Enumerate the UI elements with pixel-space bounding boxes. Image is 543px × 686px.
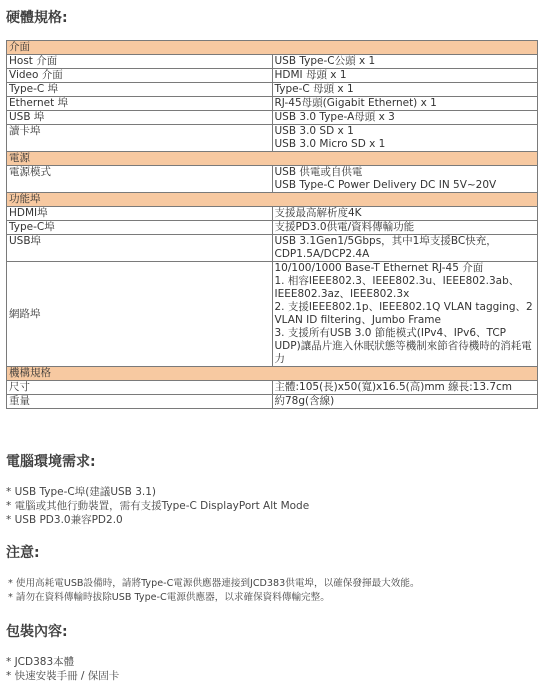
row-key: 電源模式 (7, 166, 273, 193)
row-key: Ethernet 埠 (7, 97, 273, 111)
row-value: 主體:105(長)x50(寬)x16.5(高)mm 線長:13.7cm (272, 381, 538, 395)
row-value: RJ-45母頭(Gigabit Ethernet) x 1 (272, 97, 538, 111)
section-mechanical (7, 367, 538, 381)
spec-heading: 硬體規格: (6, 10, 68, 26)
value-line: USB 3.0 Micro SD x 1 (274, 138, 386, 150)
env-heading: 電腦環境需求: (6, 454, 96, 470)
table-row (7, 262, 538, 367)
table-row (7, 221, 538, 235)
list-item: * 請勿在資料傳輸時拔除USB Type-C電源供應器，以求確保資料傳輸完整。 (8, 592, 330, 603)
value-line: USB 供電或自供電 (274, 166, 363, 178)
row-value: USB 3.1Gen1/5Gbps，其中1埠支援BC快充，CDP1.5A/DCP2.4A (272, 235, 538, 262)
row-value: HDMI 母頭 x 1 (272, 69, 538, 83)
row-key: 讀卡埠 (7, 125, 273, 152)
row-value: 支援最高解析度4K (272, 207, 538, 221)
value-line: 1. 相容IEEE802.3、IEEE802.3u、IEEE802.3ab、IEEE802.3az、IEEE802.3x (274, 275, 520, 300)
list-item: * 使用高耗電USB設備時，請將Type-C電源供應器連接到JCD383供電埠，以確保發揮最大效能。 (8, 578, 420, 589)
row-key: Host 介面 (7, 55, 273, 69)
section-title: 功能埠 (7, 193, 538, 207)
table-row (7, 381, 538, 395)
row-value (272, 125, 538, 152)
table-row (7, 69, 538, 83)
row-key: 網路埠 (7, 262, 273, 367)
note-heading: 注意: (6, 545, 40, 561)
table-row (7, 166, 538, 193)
list-item: * 電腦或其他行動裝置，需有支援Type-C DisplayPort Alt Mode (6, 500, 310, 512)
row-key: USB 埠 (7, 111, 273, 125)
table-row (7, 111, 538, 125)
table-row (7, 235, 538, 262)
row-value: USB Type-C公頭 x 1 (272, 55, 538, 69)
value-line: USB Type-C Power Delivery DC IN 5V~20V (274, 179, 497, 191)
row-key: Type-C埠 (7, 221, 273, 235)
list-item: * USB Type-C埠(建議USB 3.1) (6, 486, 156, 498)
row-value: USB 3.0 Type-A母頭 x 3 (272, 111, 538, 125)
table-row (7, 55, 538, 69)
package-list (6, 655, 119, 683)
row-key: Video 介面 (7, 69, 273, 83)
value-line: 3. 支援所有USB 3.0 節能模式(IPv4、IPv6、TCP UDP)讓晶片進入休眠狀態等機制來節省待機時的消耗電力 (274, 327, 532, 365)
section-title: 電源 (7, 152, 538, 166)
note-list (8, 577, 420, 605)
table-row (7, 83, 538, 97)
table-row (7, 125, 538, 152)
env-list (6, 485, 309, 527)
row-key: Type-C 埠 (7, 83, 273, 97)
row-key: USB埠 (7, 235, 273, 262)
row-value: 支援PD3.0供電/資料傳輸功能 (272, 221, 538, 235)
value-line: 10/100/1000 Base-T Ethernet RJ-45 介面 (274, 262, 484, 274)
row-key: 重量 (7, 395, 273, 409)
list-item: * 快速安裝手冊 / 保固卡 (6, 670, 120, 682)
value-line: USB 3.0 SD x 1 (274, 125, 354, 137)
table-row (7, 207, 538, 221)
section-power (7, 152, 538, 166)
list-item: * JCD383本體 (6, 656, 75, 668)
section-ports (7, 193, 538, 207)
row-key: 尺寸 (7, 381, 273, 395)
table-row (7, 395, 538, 409)
row-value: Type-C 母頭 x 1 (272, 83, 538, 97)
row-value (272, 166, 538, 193)
section-interface (7, 41, 538, 55)
row-value: 約78g(含線) (272, 395, 538, 409)
row-value (272, 262, 538, 367)
table-row (7, 97, 538, 111)
package-heading: 包裝內容: (6, 624, 68, 640)
list-item: * USB PD3.0兼容PD2.0 (6, 514, 123, 526)
spec-table (6, 40, 538, 409)
section-title: 介面 (7, 41, 538, 55)
row-key: HDMI埠 (7, 207, 273, 221)
value-line: 2. 支援IEEE802.1p、IEEE802.1Q VLAN tagging、2 VLAN ID filtering、Jumbo Frame (274, 301, 533, 326)
section-title: 機構規格 (7, 367, 538, 381)
